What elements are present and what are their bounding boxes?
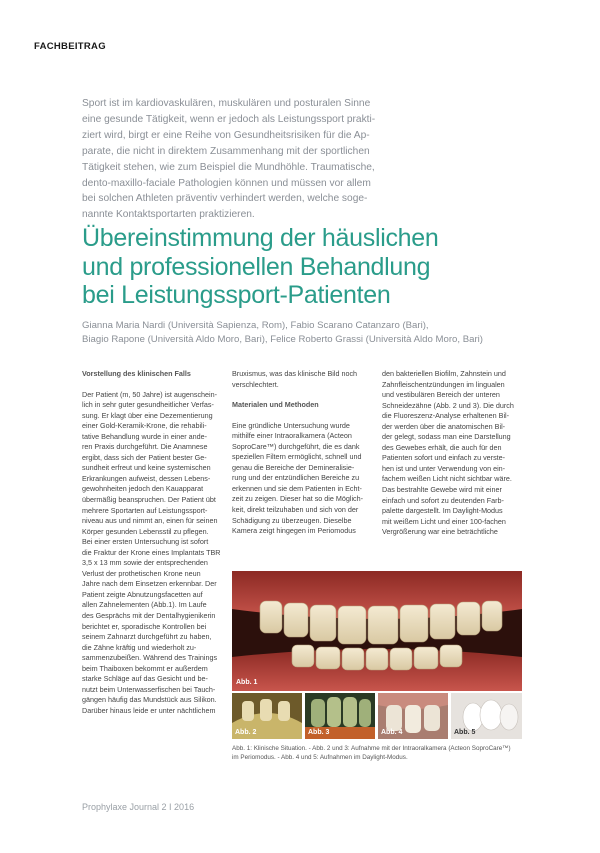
text-line: Patienten sofort und einfach zu verste-: [382, 453, 506, 463]
text-line: sammenzubeißen. Während des Trainings: [82, 653, 218, 663]
figure-label: Abb. 5: [454, 729, 476, 736]
text-line: Bei einer ersten Untersuchung ist sofort: [82, 537, 209, 547]
intro-line: bei solchen Athleten präventiv verhindert werden, welche soge-: [82, 193, 368, 205]
text-line: speziellen Filtern ermöglicht, schnell und: [232, 452, 362, 462]
text-line: beim Thaiboxen bekommt er außerdem: [82, 663, 208, 673]
title-line: und professionellen Behandlung: [82, 252, 431, 281]
column-1: [82, 369, 226, 717]
text-line: hen ist und unter Verwendung von ein-: [382, 463, 506, 473]
text-line: Jahre nach dem Einsetzen erkennbar. Der: [82, 579, 217, 589]
authors: [82, 319, 552, 347]
column-2: [232, 369, 376, 537]
text-line: sung. Er klagt über eine Dezementierung: [82, 410, 213, 420]
text-line: ergibt, dass sich der Patient bester Ge-: [82, 452, 207, 462]
column-1-body: [82, 390, 226, 717]
article-title: [82, 224, 552, 310]
text-line: Das bestrahlte Gewebe wird mit einer: [382, 485, 502, 495]
text-line: ren Praxis durchgeführt. Die Anamnese: [82, 442, 208, 452]
text-line: genau die Bereiche der Demineralisie-: [232, 462, 355, 472]
caption-line: im Periomodus. - Abb. 4 und 5: Aufnahmen im Daylight-Modus.: [232, 754, 408, 761]
intro-text: [82, 96, 376, 223]
text-line: und vestibulären Bereich der unteren: [382, 390, 500, 400]
figure-label: Abb. 3: [308, 729, 330, 736]
text-line: zeit zu zeigen. Dieser hat so die Möglich-: [232, 494, 364, 504]
text-line: Der Patient (m, 50 Jahre) ist augenschein-: [82, 389, 218, 399]
text-line: gängen häufig das Mundstück aus Silikon.: [82, 695, 217, 705]
section-heading: Materialen und Methoden: [232, 400, 319, 410]
intro-line: parate, die nicht in direktem Zusammenhang mit der sportlichen: [82, 145, 370, 157]
intro-line: ziert wird, birgt er eine Reihe von Gesundheitsrisiken für die Ap-: [82, 129, 370, 141]
text-line: den bakteriellen Biofilm, Zahnstein und: [382, 369, 506, 378]
text-line: erkennen und sie dem Patienten in Echt-: [232, 483, 362, 493]
figure-3-photo: [305, 693, 375, 739]
column-2-body: [232, 421, 376, 537]
page-footer: Prophylaxe Journal 2 I 2016: [82, 802, 195, 812]
text-line: Schneidezähne (Abb. 2 und 3). Die durch: [382, 400, 514, 410]
text-line: Verlust der prothetischen Krone neun: [82, 568, 201, 578]
intro-line: nannte Kontaktsportarten praktizieren.: [82, 209, 255, 221]
text-line: einer Gold-Keramik-Krone, die rehabili-: [82, 421, 207, 431]
text-line: die Zähne kräftig und wiederholt zu-: [82, 642, 197, 652]
figure-1-photo: [232, 571, 522, 691]
authors-line: Gianna Maria Nardi (Università Sapienza, Rom), Fabio Scarano Catanzaro (Bari),: [82, 320, 429, 331]
text-line: SoproCare™) durchgeführt, die es dank: [232, 441, 360, 451]
section-heading: Vorstellung des klinischen Falls: [82, 369, 191, 378]
text-line: Vergrößerung war eine beträchtliche: [382, 527, 498, 537]
figure-4-photo: [378, 693, 448, 739]
text-line: Zahnfleischentzündungen im lingualen: [382, 379, 505, 389]
text-line: niveau aus und nimmt an, einen für seinen: [82, 516, 218, 526]
text-line: mithilfe einer Intraoralkamera (Acteon: [232, 431, 352, 441]
text-line: allen Zahnelementen (Abb.1). Im Laufe: [82, 600, 207, 610]
text-line: Kamera zeigt hingegen im Periomodus: [232, 526, 356, 536]
text-line: keit, direkt teilzuhaben und sich von der: [232, 505, 359, 515]
text-line: nutzt beim Unterwasserfischen bei Tauch-: [82, 684, 216, 694]
text-line: mehrere Sportarten auf Leistungssport-: [82, 505, 208, 515]
text-line: des Gesprächs mit der Dentalhygienikerin: [82, 611, 216, 621]
text-line: die Fraktur der Krone eines Implantats TBR: [82, 547, 221, 557]
section-label: FACHBEITRAG: [34, 41, 106, 52]
text-line: sundheit erfreut und keine systemischen: [82, 463, 211, 473]
text-line: Erkrankungen aufweist, dessen Lebens-: [82, 473, 211, 483]
text-line: mit weißem Licht und einer 100-fachen: [382, 516, 506, 526]
figure-caption: [232, 744, 526, 762]
text-line: 3,5 x 13 mm sowie der entsprechenden: [82, 558, 208, 568]
text-line: der werden über die anatomischen Bil-: [382, 421, 506, 431]
text-line: der gelegt, sodass man eine Darstellung: [382, 432, 511, 442]
text-line: tative Behandlung wurde in einer ande-: [82, 431, 208, 441]
caption-line: Abb. 1: Klinische Situation. - Abb. 2 und 3: Aufnahme mit der Intraoralkamera (Acteon SoproCare™): [232, 745, 511, 752]
figure-5-photo: [451, 693, 522, 739]
text-line: übermäßig beanspruchen. Der Patient übt: [82, 495, 216, 505]
figure-label: Abb. 1: [236, 679, 258, 686]
authors-line: Biagio Rapone (Università Aldo Moro, Bari), Felice Roberto Grassi (Università Aldo Moro, Bari): [82, 334, 483, 345]
column-3: [382, 369, 526, 538]
text-line: verschlechtert.: [232, 379, 279, 389]
text-line: Patient zeigte Abnutzungsfacetten auf: [82, 589, 203, 599]
text-line: Darüber hinaus leide er unter nächtlichem: [82, 705, 216, 715]
text-line: rung und der entzündlichen Bereiche zu: [232, 473, 360, 483]
teeth-illustration: [232, 571, 522, 691]
figure-thumbnails: [232, 693, 522, 739]
figure-label: Abb. 4: [381, 729, 403, 736]
text-line: Schädigung zu überzeugen. Dieselbe: [232, 515, 352, 525]
text-line: seinem Zahnarzt durchgeführt zu haben,: [82, 632, 212, 642]
text-line: Körper gesunden Lebensstil zu pflegen.: [82, 526, 209, 536]
title-line: bei Leistungssport-Patienten: [82, 281, 391, 309]
intro-line: dento-maxillo-faciale Pathologien können und müssen vor allem: [82, 177, 371, 189]
figure-2-photo: [232, 693, 302, 739]
text-line: Bruxismus, was das klinische Bild noch: [232, 369, 358, 378]
text-line: einfach und sofort zu deutenden Farb-: [382, 495, 504, 505]
figure-label: Abb. 2: [235, 729, 257, 736]
text-line: palette dargestellt. Im Daylight-Modus: [382, 506, 503, 516]
text-line: gewohnheiten jedoch den Kauapparat: [82, 484, 204, 494]
column-2-top: [232, 369, 376, 390]
text-line: Eine gründliche Untersuchung wurde: [232, 420, 350, 430]
text-line: lich in sehr guter gesundheitlicher Verfas-: [82, 400, 214, 410]
text-line: fachem weißen Licht nicht sichtbar wäre.: [382, 474, 512, 484]
intro-line: Tätigkeit stehen, wie zum Beispiel die Mundhöhle. Traumatische,: [82, 161, 375, 173]
intro-line: Sport ist im kardiovaskulären, muskulären und posturalen Sinne: [82, 98, 371, 109]
text-line: berichtet er, sporadische Kontrollen bei: [82, 621, 207, 631]
text-line: des Gewebes erhält, die auch für den: [382, 442, 502, 452]
intro-line: eine gesunde Tätigkeit, wenn er jedoch als Leistungssport prakti-: [82, 113, 376, 125]
text-line: starke Schläge auf das Gesicht und be-: [82, 674, 208, 684]
text-line: die Fluoreszenz-Analyse erhaltenen Bil-: [382, 411, 510, 421]
title-line: Übereinstimmung der häuslichen: [82, 224, 439, 252]
column-3-body: [382, 369, 526, 538]
